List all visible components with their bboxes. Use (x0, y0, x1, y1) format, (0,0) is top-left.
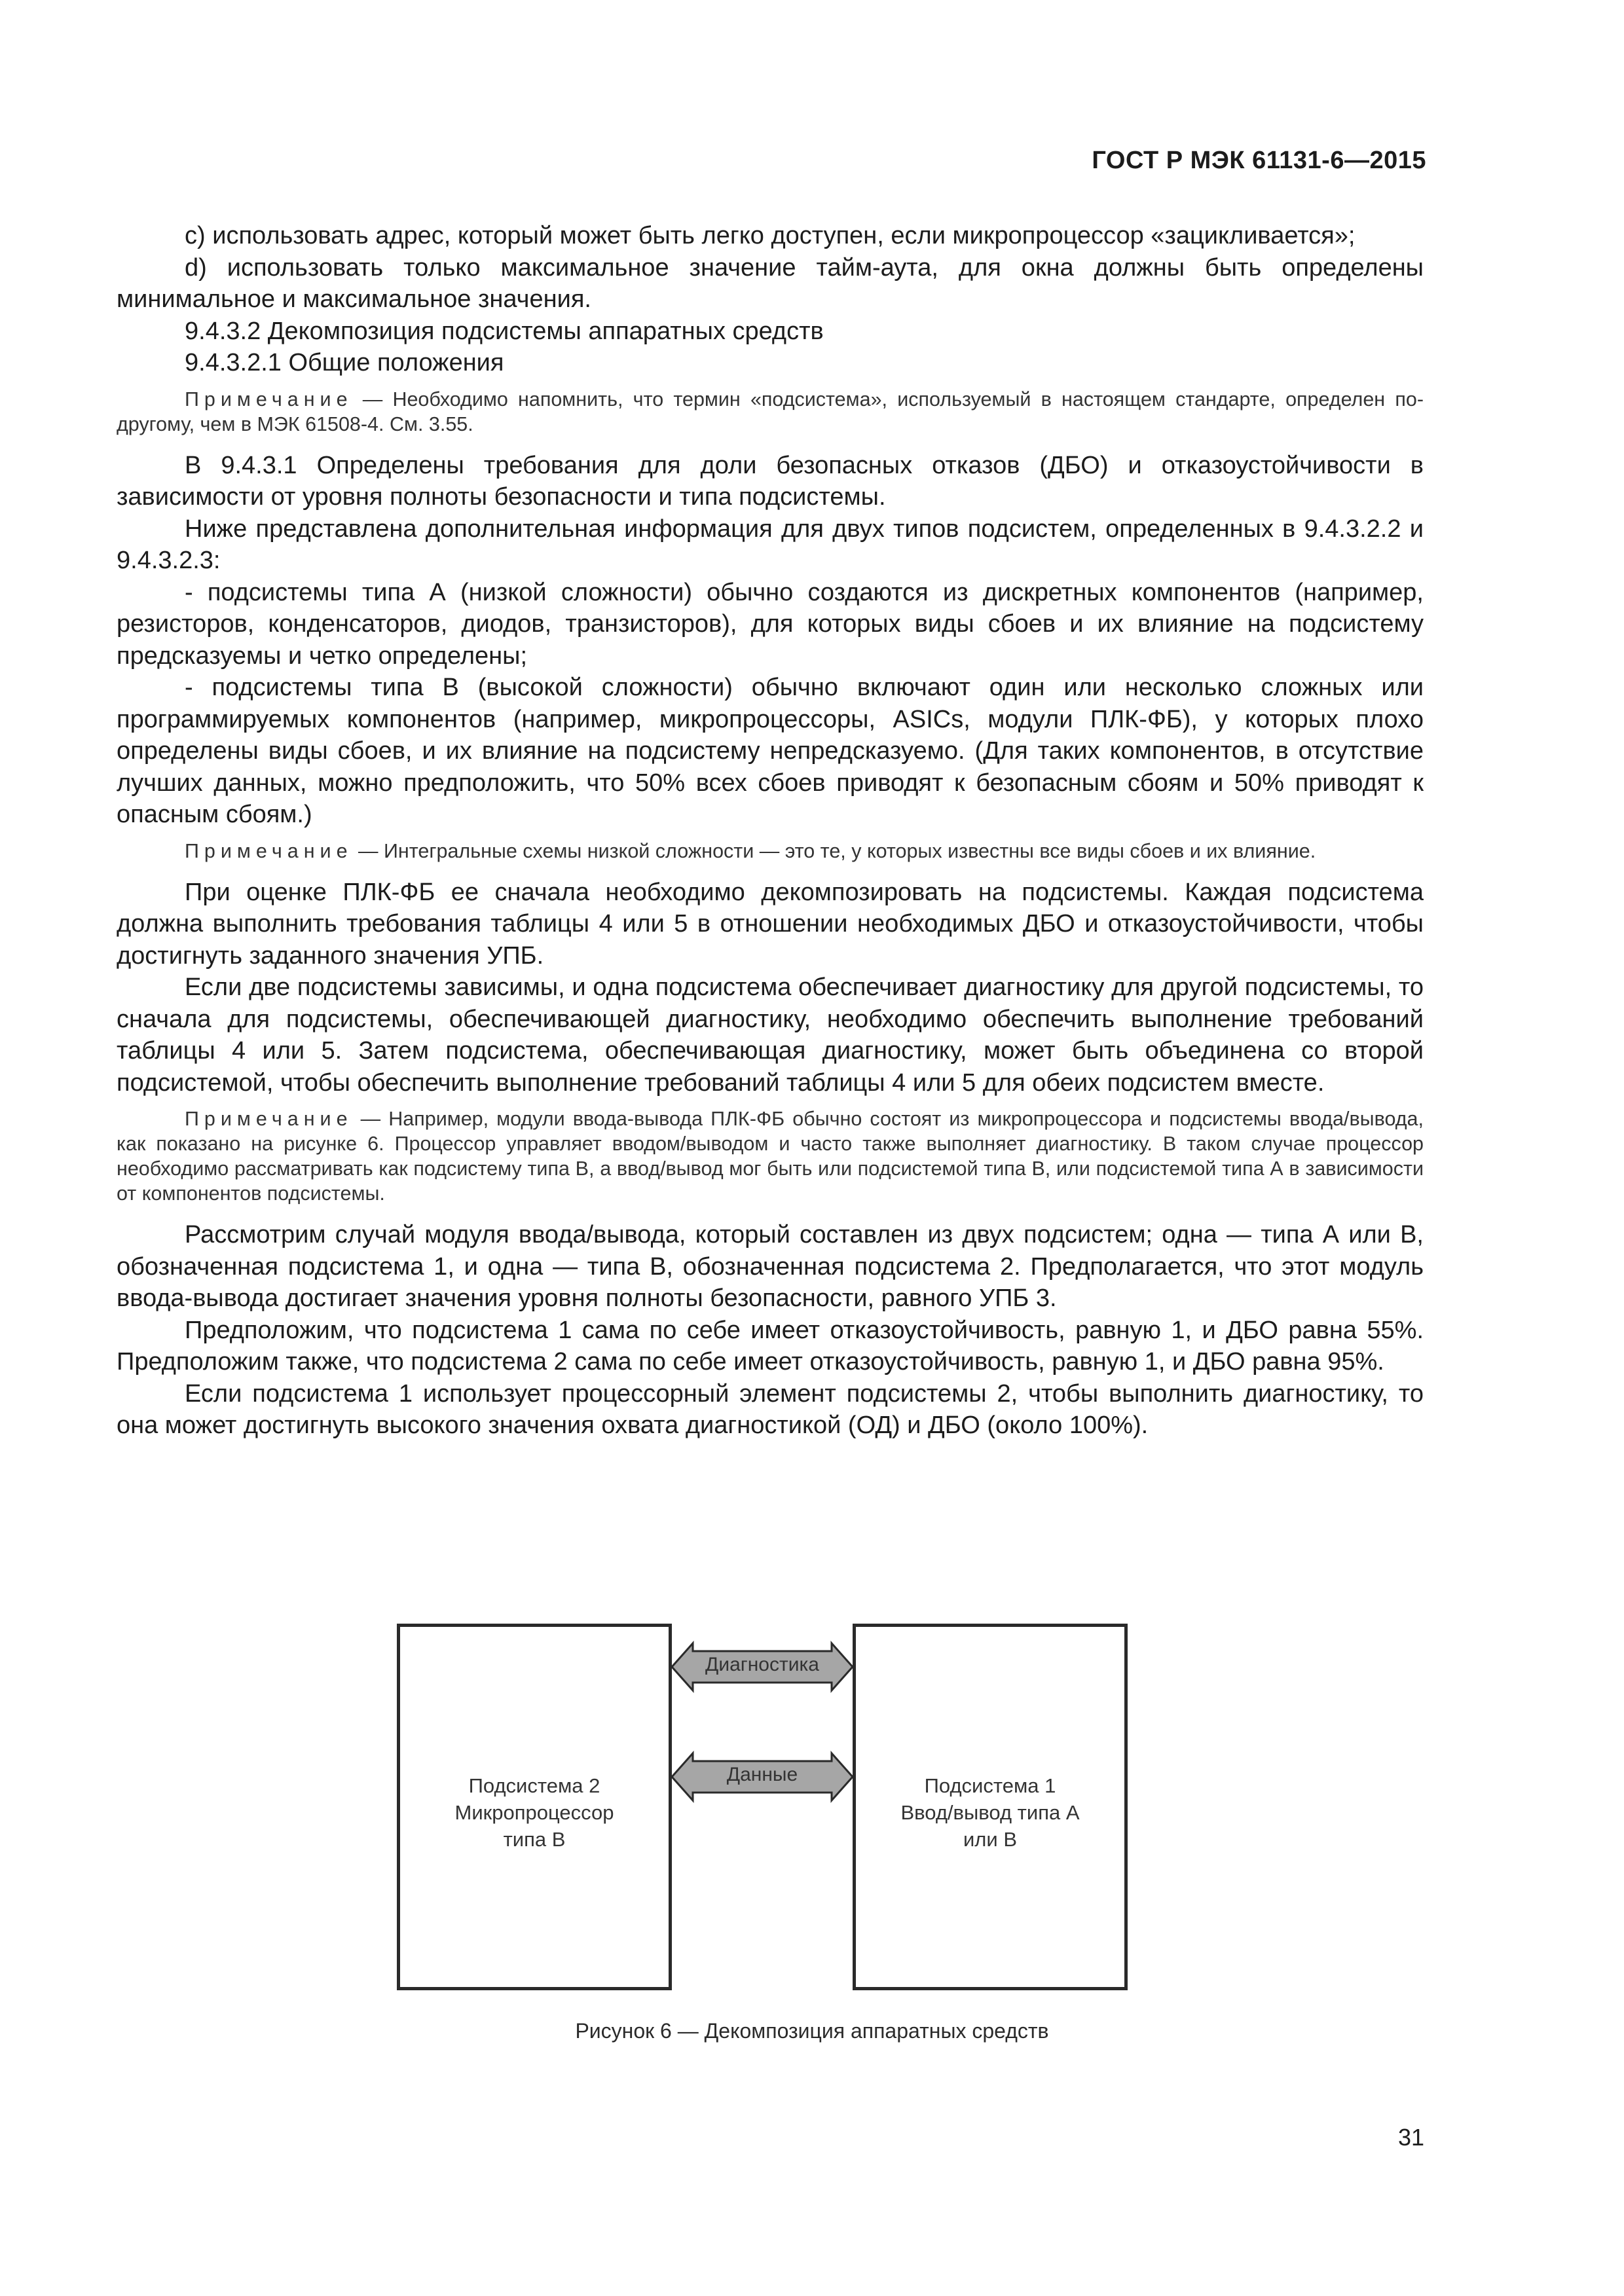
box-label-line: Подсистема 1 (924, 1774, 1056, 1797)
note (117, 387, 1424, 437)
subsystem-1-box (853, 1624, 1128, 1990)
paragraph: Ниже представлена дополнительная информация для двух типов подсистем, определенных в 9.4.3.2.2 и 9.4.3.2.3: (117, 515, 1424, 574)
document-header: ГОСТ Р МЭК 61131-6—2015 (1092, 147, 1426, 174)
box-label-line: Микропроцессор (454, 1801, 614, 1824)
note-text: — Например, модули ввода-вывода ПЛК-ФБ обычно состоят из микропроцессора и подсистемы ввода/вывода, как показано на рисунке 6. Процессор управляет вводом/выводом и часто также выполняет диагностику. В таком случае процессор необходимо рассматривать как подсистему типа В, а ввод/вывод мог быть или подсистемой типа В, или подсистемой типа А в зависимости от компонентов подсистемы. (117, 1108, 1424, 1205)
diagnostics-label: Диагностика (705, 1654, 819, 1675)
box-label-line: Ввод/вывод типа А (900, 1801, 1080, 1824)
note-text: — Необходимо напомнить, что термин «подсистема», используемый в настоящем стандарте, определен по-другому, чем в МЭК 61508-4. См. 3.55. (117, 388, 1424, 435)
box-label-line: или В (963, 1828, 1017, 1851)
list-item: - подсистемы типа В (высокой сложности) обычно включают один или несколько сложных или программируемых компонентов (например, микропроцессоры, ASICs, модули ПЛК-ФБ), у которых плохо определены виды сбоев, и их влияние на подсистему непредсказуемо. (Для таких компонентов, в отсутствие лучших данных, можно предположить, что 50% всех сбоев приводят к безопасным сбоям и 50% приводят к опасным сбоям.) (117, 674, 1424, 828)
paragraph: Если две подсистемы зависимы, и одна подсистема обеспечивает диагностику для другой подсистемы, то сначала для подсистемы, обеспечивающей диагностику, необходимо обеспечить выполнение требований таблицы 4 или 5. Затем подсистема, обеспечивающая диагностику, может быть объединена со второй подсистемой, чтобы обеспечить выполнение требований таблицы 4 или 5 для обеих подсистем вместе. (117, 974, 1424, 1097)
paragraph: c) использовать адрес, который может быть легко доступен, если микропроцессор «зацикливается»; (185, 222, 1356, 249)
note-label: Примечание (185, 388, 353, 410)
note-label: Примечание (185, 839, 353, 862)
connector-arrows (672, 1624, 853, 1990)
note (117, 1106, 1424, 1206)
paragraph: В 9.4.3.1 Определены требования для доли безопасных отказов (ДБО) и отказоустойчивости в зависимости от уровня полноты безопасности и типа подсистемы. (117, 451, 1424, 511)
note-label: Примечание (185, 1108, 353, 1130)
paragraph: Если подсистема 1 использует процессорный элемент подсистемы 2, чтобы выполнить диагностику, то она может достигнуть высокого значения охвата диагностикой (ОД) и ДБО (около 100%). (117, 1379, 1424, 1439)
data-label: Данные (726, 1764, 798, 1785)
subsection-heading: 9.4.3.2.1 Общие положения (185, 349, 504, 376)
figure-caption: Рисунок 6 — Декомпозиция аппаратных средств (575, 2019, 1049, 2043)
note-text: — Интегральные схемы низкой сложности — это те, у которых известны все виды сбоев и их влияние. (358, 839, 1316, 862)
list-item: - подсистемы типа А (низкой сложности) обычно создаются из дискретных компонентов (например, резисторов, конденсаторов, диодов, транзисторов), для которых виды сбоев и их влияние на подсистему предсказуемы и четко определены; (117, 578, 1424, 670)
subsystem-2-label (400, 1772, 669, 1853)
paragraph: Предположим, что подсистема 1 сама по себе имеет отказоустойчивость, равную 1, и ДБО равна 55%. Предположим также, что подсистема 2 сама по себе имеет отказоустойчивость, равную 1, и ДБО равна 95%. (117, 1316, 1424, 1376)
paragraph: d) использовать только максимальное значение тайм-аута, для окна должны быть определены минимальное и максимальное значения. (117, 253, 1424, 313)
paragraph: Рассмотрим случай модуля ввода/вывода, который составлен из двух подсистем; одна — типа А или В, обозначенная подсистема 1, и одна — типа В, обозначенная подсистема 2. Предполагается, что этот модуль ввода-вывода достигает значения уровня полноты безопасности, равного УПБ 3. (117, 1221, 1424, 1312)
box-label-line: Подсистема 2 (468, 1774, 600, 1797)
section-heading: 9.4.3.2 Декомпозиция подсистемы аппаратных средств (185, 317, 824, 345)
box-label-line: типа В (503, 1828, 566, 1851)
subsystem-1-label (856, 1772, 1124, 1853)
paragraph: При оценке ПЛК-ФБ ее сначала необходимо декомпозировать на подсистемы. Каждая подсистема должна выполнить требования таблицы 4 или 5 в отношении необходимых ДБО и отказоустойчивости, чтобы достигнуть заданного значения УПБ. (117, 878, 1424, 970)
page-number: 31 (1397, 2124, 1424, 2151)
note (117, 839, 1424, 864)
subsystem-2-box (397, 1624, 672, 1990)
document-body (117, 220, 1424, 1442)
figure-6-diagram (397, 1624, 1150, 1997)
